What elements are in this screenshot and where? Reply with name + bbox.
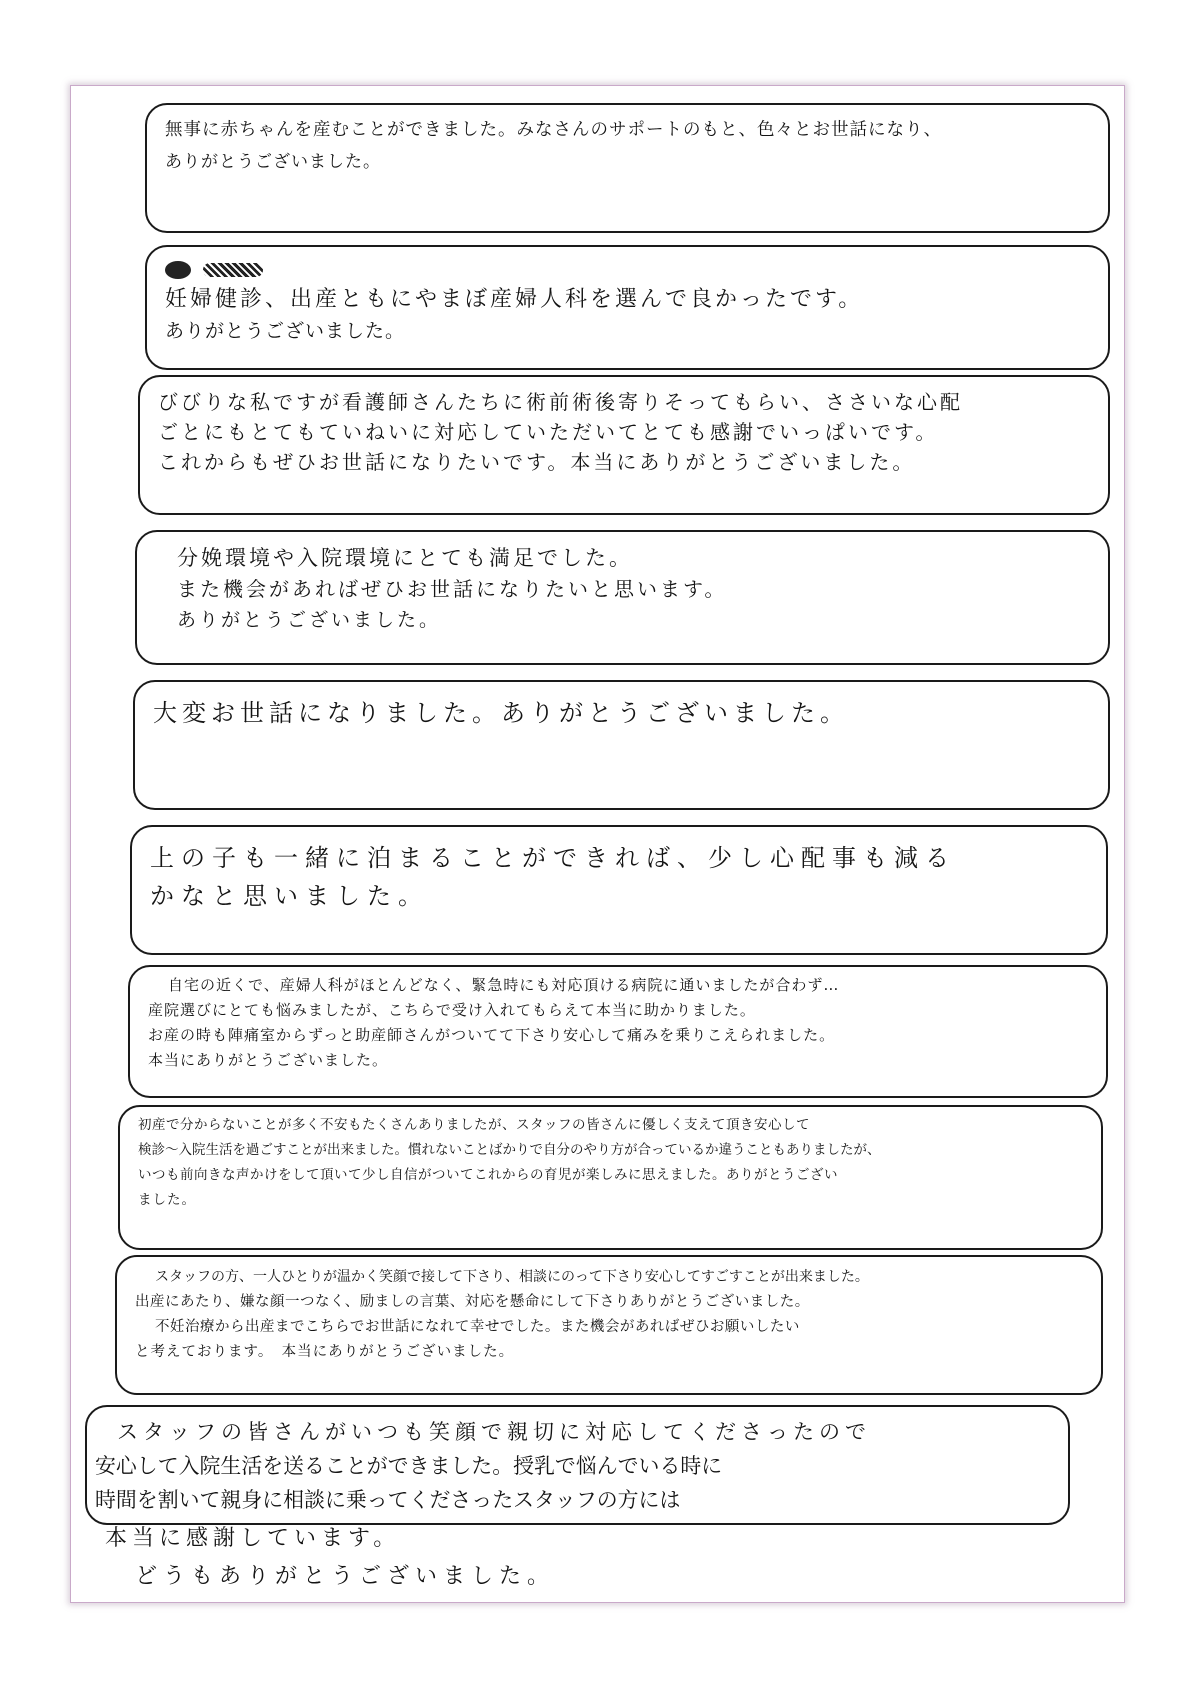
comment-line: 出産にあたり、嫌な顔一つなく、励ましの言葉、対応を懸命にして下さりありがとうございました。 <box>135 1294 810 1310</box>
redaction-scribble <box>165 261 191 279</box>
comment-line: また機会があればぜひお世話になりたいと思います。 <box>177 577 728 601</box>
comment-line: これからもぜひお世話になりたいです。本当にありがとうございました。 <box>158 450 916 474</box>
comment-line: ありがとうございました。 <box>165 320 406 342</box>
comment-line: お産の時も陣痛室からずっと助産師さんがついてて下さり安心して痛みを乗りこえられました。 <box>148 1026 836 1044</box>
comment-card-2 <box>145 245 1110 370</box>
comment-line: いつも前向きな声かけをして頂いて少し自信がついてこれからの育児が楽しみに思えました。ありがとうござい <box>138 1167 838 1183</box>
comment-line: 大変お世話になりました。ありがとうございました。 <box>153 699 849 727</box>
comment-card-7 <box>128 965 1108 1098</box>
comment-line: 無事に赤ちゃんを産むことができました。みなさんのサポートのもと、色々とお世話になり、 <box>165 120 942 140</box>
comment-line: 分娩環境や入院環境にとても満足でした。 <box>177 546 633 570</box>
comment-line: どうもありがとうございました。 <box>135 1564 556 1589</box>
comment-line: と考えております。 本当にありがとうございました。 <box>135 1344 515 1360</box>
comment-line: 時間を割いて親身に相談に乗ってくださったスタッフの方には <box>95 1488 681 1512</box>
comment-line: 安心して入院生活を送ることができました。授乳で悩んでいる時に <box>95 1454 723 1478</box>
comment-card-9 <box>115 1255 1103 1395</box>
comment-10-overflow <box>105 1520 555 1596</box>
comment-line: 不妊治療から出産までこちらでお世話になれて幸せでした。また機会があればぜひお願いしたい <box>155 1319 800 1335</box>
comment-line: ありがとうございました。 <box>177 609 442 631</box>
comment-line: びびりな私ですが看護師さんたちに術前術後寄りそってもらい、ささいな心配 <box>158 390 963 414</box>
comment-line: 検診～入院生活を過ごすことが出来ました。慣れないことばかりで自分のやり方が合っているか違うこともありましたが、 <box>138 1142 881 1158</box>
comment-line: 妊婦健診、出産ともにやまぼ産婦人科を選んで良かったです。 <box>165 287 864 312</box>
comment-card-8 <box>118 1105 1103 1250</box>
comment-line: 自宅の近くで、産婦人科がほとんどなく、緊急時にも対応頂ける病院に通いましたが合わず… <box>168 976 840 994</box>
comment-card-4 <box>135 530 1110 665</box>
comment-card-10 <box>85 1405 1070 1525</box>
comment-line: 初産で分からないことが多く不安もたくさんありましたが、スタッフの皆さんに優しく支えて頂き安心して <box>138 1117 810 1133</box>
redaction-scribble <box>203 263 263 277</box>
crossed-out-text <box>165 257 1090 279</box>
comment-card-3 <box>138 375 1110 515</box>
comment-card-1 <box>145 103 1110 233</box>
comment-line: かなと思いました。 <box>150 882 429 910</box>
comment-line: ました。 <box>138 1192 196 1208</box>
comment-line: スタッフの方、一人ひとりが温かく笑顔で接して下さり、相談にのって下さり安心してすごすことが出来ました。 <box>155 1269 869 1285</box>
comment-line: ありがとうございました。 <box>165 152 381 172</box>
comment-line: 上の子も一緒に泊まることができれば、少し心配事も減る <box>150 844 956 872</box>
comment-card-5 <box>133 680 1110 810</box>
comment-line: ごとにもとてもていねいに対応していただいてとても感謝でいっぱいです。 <box>158 420 939 444</box>
comment-line: スタッフの皆さんがいつも笑顔で親切に対応してくださったので <box>117 1420 871 1444</box>
comment-line: 本当にありがとうございました。 <box>148 1051 389 1069</box>
comment-card-6 <box>130 825 1108 955</box>
comment-line: 産院選びにとても悩みましたが、こちらで受け入れてもらえて本当に助かりました。 <box>148 1001 756 1019</box>
comment-line: 本当に感謝しています。 <box>105 1526 401 1551</box>
